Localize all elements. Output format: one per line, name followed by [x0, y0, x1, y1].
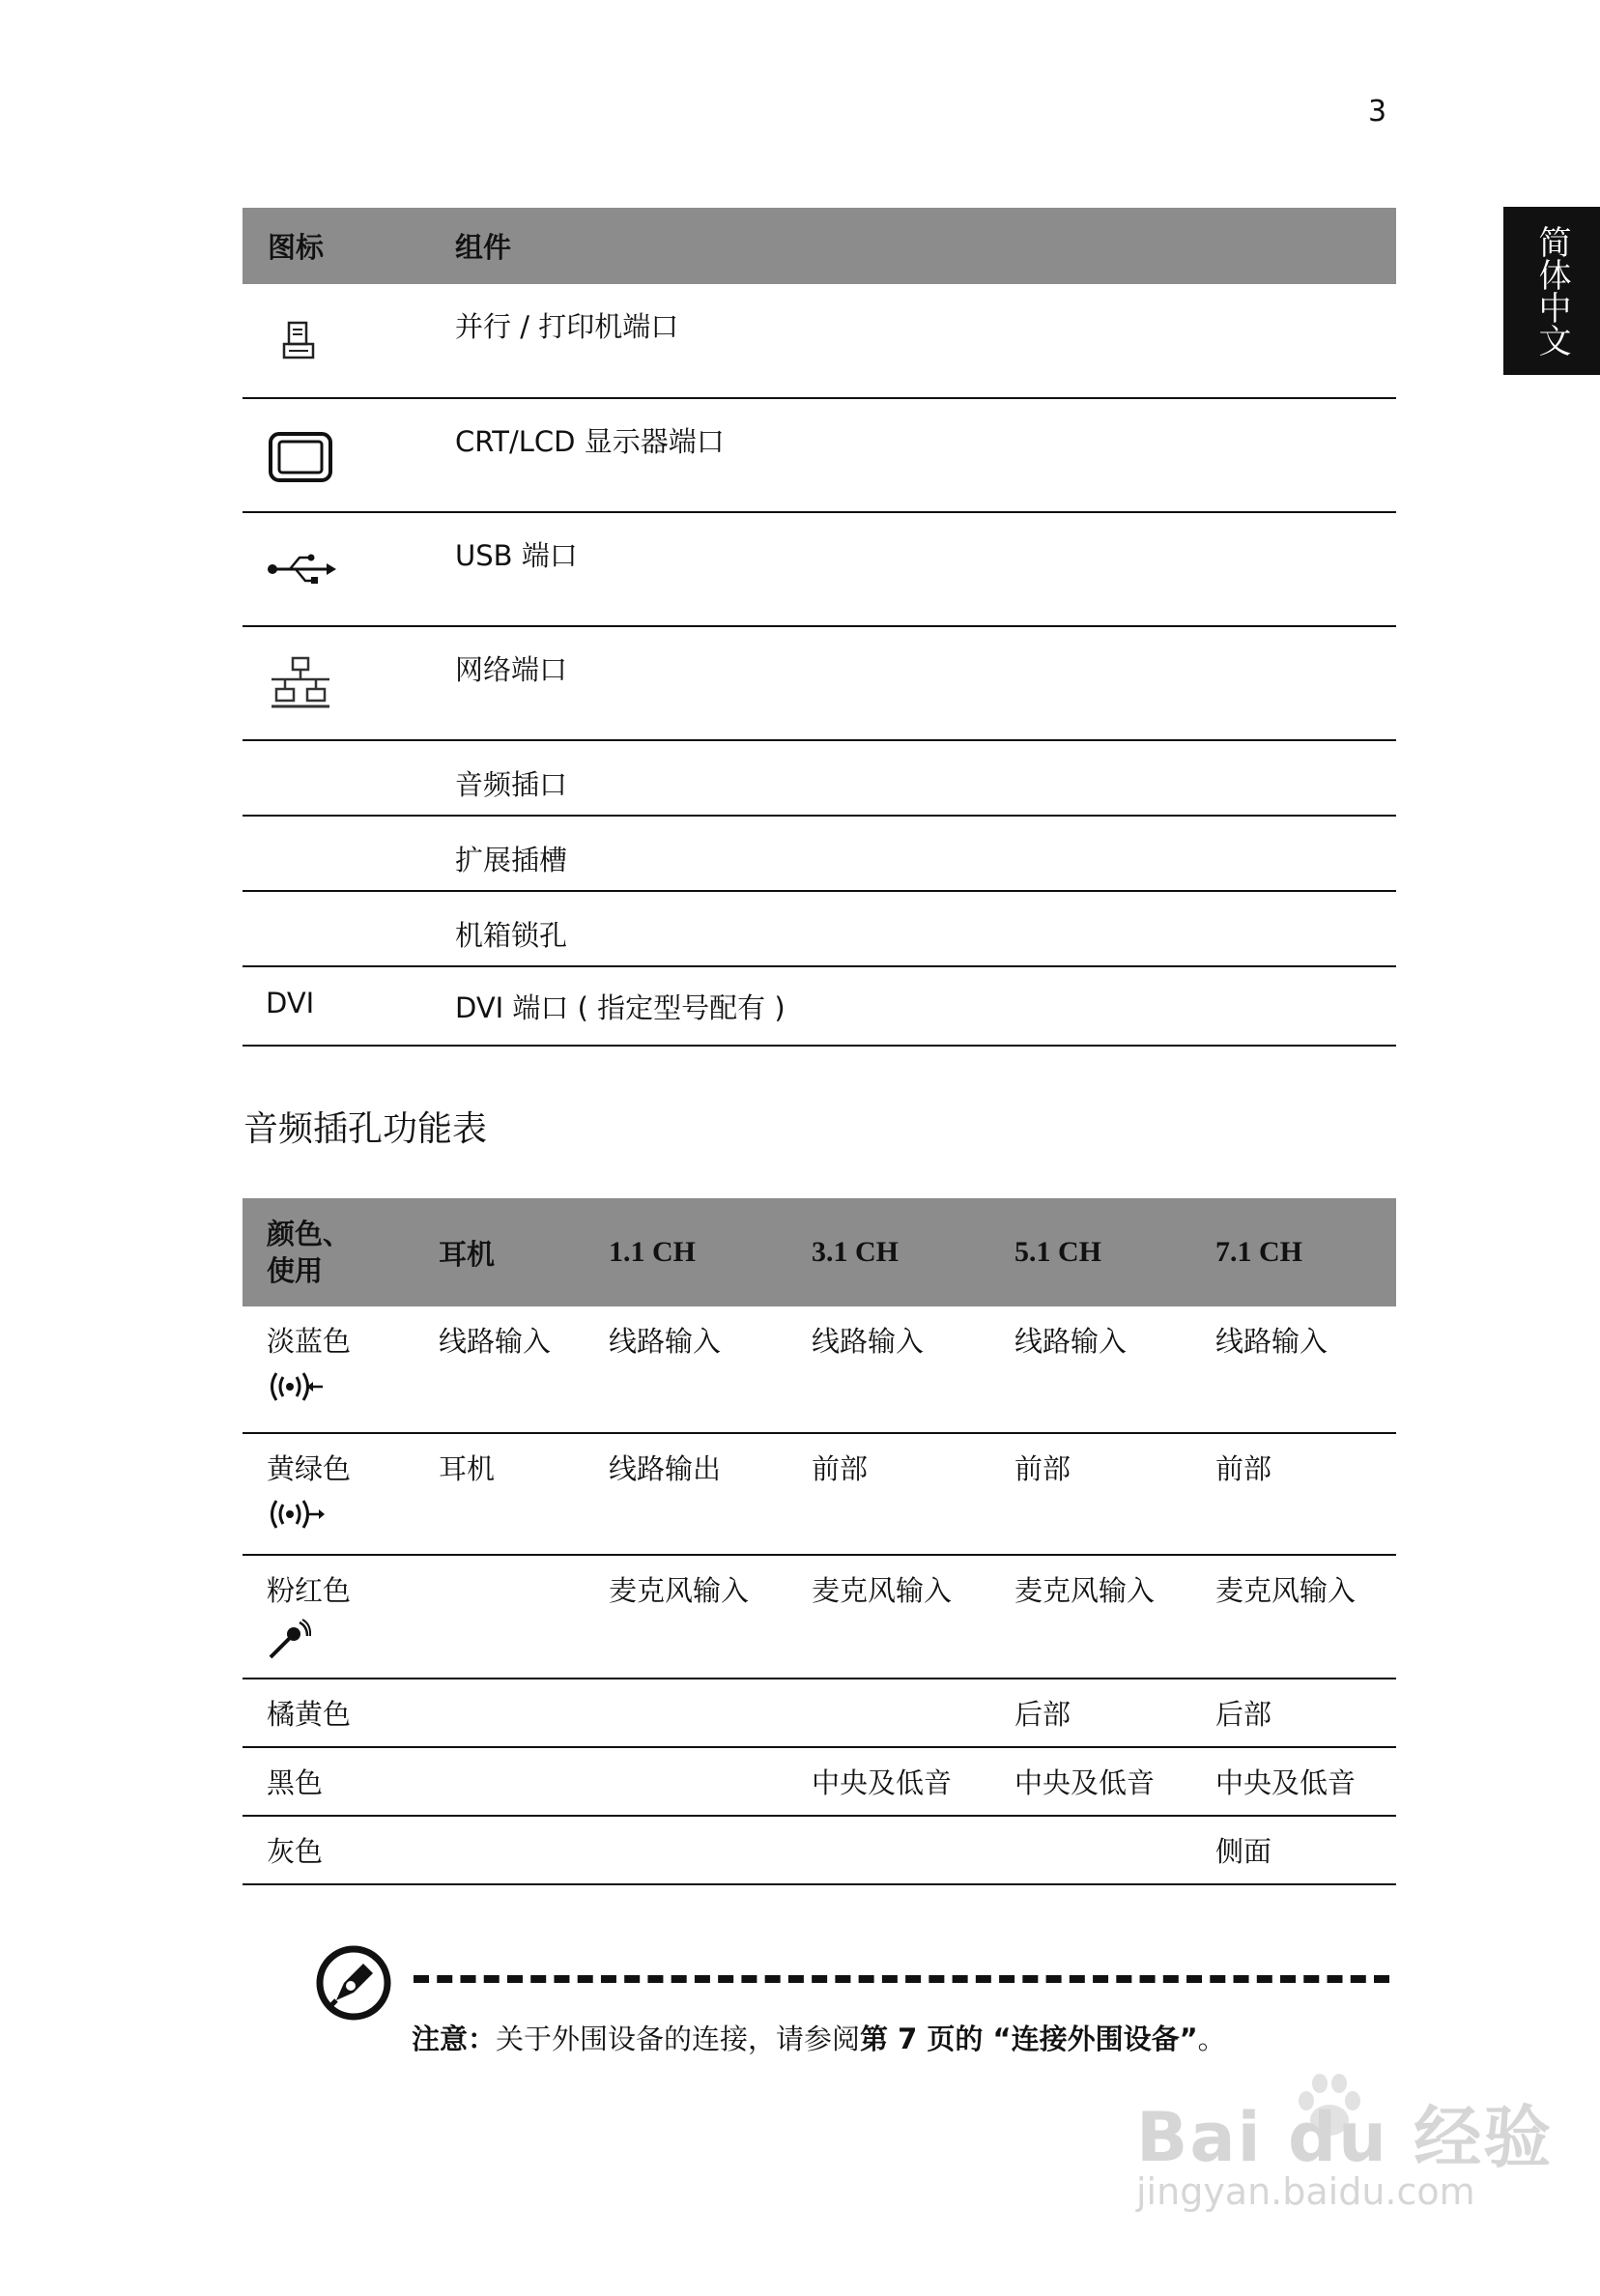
table-row — [243, 891, 1396, 966]
printer-icon — [281, 321, 316, 361]
table-row — [243, 816, 1396, 891]
cell — [609, 1679, 812, 1747]
table-row — [243, 1555, 1396, 1679]
table-row — [243, 626, 1396, 740]
header-icon: 图标 — [268, 231, 325, 264]
color-label: 橘黄色 — [267, 1698, 352, 1731]
icon-cell — [243, 284, 455, 398]
color-label: 粉红色 — [267, 1574, 352, 1607]
table-row — [243, 1747, 1396, 1816]
cell: 前部 — [1215, 1452, 1272, 1485]
icon-cell — [243, 398, 455, 512]
usb-icon — [267, 552, 336, 587]
cell: 前部 — [1014, 1452, 1071, 1485]
cell — [812, 1816, 1014, 1884]
monitor-icon — [269, 432, 332, 482]
cell: 线路输入 — [439, 1325, 552, 1358]
cell: 线路输出 — [609, 1452, 722, 1485]
header-5-1-ch: 5.1 CH — [1014, 1236, 1101, 1268]
watermark-url: jingyan.baidu.com — [1136, 2170, 1475, 2213]
note-body: 关于外围设备的连接，请参阅 — [496, 2023, 861, 2055]
table-row — [243, 1679, 1396, 1747]
component-label: 并行 / 打印机端口 — [455, 310, 679, 343]
cell: 中央及低音 — [812, 1766, 953, 1799]
cell — [812, 1679, 1014, 1747]
header-7-1-ch: 7.1 CH — [1215, 1236, 1302, 1268]
microphone-icon — [267, 1619, 311, 1661]
table-row — [243, 512, 1396, 626]
component-label: 扩展插槽 — [455, 844, 568, 876]
section-title: 音频插孔功能表 — [243, 1109, 488, 1149]
dvi-icon-text: DVI — [266, 987, 315, 1019]
component-label: 机箱锁孔 — [455, 919, 568, 952]
color-label: 黄绿色 — [267, 1452, 352, 1485]
components-table — [243, 208, 1396, 1047]
audio-table-header — [243, 1198, 1396, 1306]
cell: 后部 — [1014, 1698, 1071, 1731]
line-out-icon — [267, 1497, 327, 1532]
cell: 侧面 — [1215, 1835, 1272, 1868]
header-color-line1: 颜色、 — [267, 1218, 352, 1250]
header-1-1-ch: 1.1 CH — [609, 1236, 696, 1268]
cell: 线路输入 — [1215, 1325, 1329, 1358]
cell: 麦克风输入 — [812, 1574, 953, 1607]
note-text — [412, 2018, 1226, 2057]
component-label: 网络端口 — [455, 653, 568, 686]
cell — [609, 1747, 812, 1816]
note-pencil-icon — [315, 1944, 392, 2022]
cell: 麦克风输入 — [1215, 1574, 1357, 1607]
icon-cell — [243, 740, 455, 816]
line-in-icon — [267, 1369, 327, 1404]
cell: 线路输入 — [812, 1325, 925, 1358]
table-row — [243, 966, 1396, 1046]
cell: 中央及低音 — [1215, 1766, 1357, 1799]
note-reference: 第 7 页的 “连接外围设备” — [860, 2023, 1198, 2055]
icon-cell — [243, 626, 455, 740]
color-label: 淡蓝色 — [267, 1325, 352, 1358]
color-cell — [243, 1433, 439, 1555]
color-cell — [243, 1306, 439, 1433]
network-icon — [270, 656, 331, 712]
component-label: USB 端口 — [455, 539, 578, 572]
note-divider — [414, 1975, 1389, 1983]
table-row — [243, 1816, 1396, 1884]
components-table-header — [243, 208, 1396, 284]
cell: 耳机 — [439, 1452, 496, 1485]
icon-cell — [243, 512, 455, 626]
header-color-use — [243, 1198, 439, 1306]
cell — [1014, 1816, 1215, 1884]
note-end: 。 — [1197, 2023, 1226, 2055]
note-colon: ： — [468, 2023, 497, 2055]
cell: 中央及低音 — [1014, 1766, 1156, 1799]
table-row — [243, 284, 1396, 398]
color-label: 黑色 — [267, 1766, 324, 1799]
language-tab: 简体中文 — [1503, 207, 1600, 375]
header-headphone: 耳机 — [439, 1237, 496, 1271]
page-number: 3 — [1368, 95, 1387, 129]
color-label: 灰色 — [267, 1835, 324, 1868]
icon-cell — [243, 816, 455, 891]
cell — [609, 1816, 812, 1884]
cell — [439, 1816, 609, 1884]
cell: 麦克风输入 — [1014, 1574, 1156, 1607]
cell: 前部 — [812, 1452, 869, 1485]
cell — [439, 1555, 609, 1679]
cell: 麦克风输入 — [609, 1574, 750, 1607]
component-label: 音频插口 — [455, 768, 568, 801]
table-row — [243, 1306, 1396, 1433]
table-row — [243, 398, 1396, 512]
header-component: 组件 — [455, 231, 512, 264]
cell — [439, 1747, 609, 1816]
table-row — [243, 1433, 1396, 1555]
note-label: 注意 — [412, 2023, 469, 2055]
color-cell — [243, 1555, 439, 1679]
watermark-main: Bai du 经验 — [1136, 2098, 1554, 2177]
header-color-line2: 使用 — [267, 1254, 324, 1287]
cell — [439, 1679, 609, 1747]
audio-jack-table — [243, 1198, 1396, 1885]
cell: 线路输入 — [1014, 1325, 1128, 1358]
icon-cell — [243, 891, 455, 966]
component-label: CRT/LCD 显示器端口 — [455, 425, 725, 458]
cell: 线路输入 — [609, 1325, 722, 1358]
table-row — [243, 740, 1396, 816]
cell: 后部 — [1215, 1698, 1272, 1731]
component-label: DVI 端口 ( 指定型号配有 ) — [455, 991, 786, 1024]
header-3-1-ch: 3.1 CH — [812, 1236, 899, 1268]
